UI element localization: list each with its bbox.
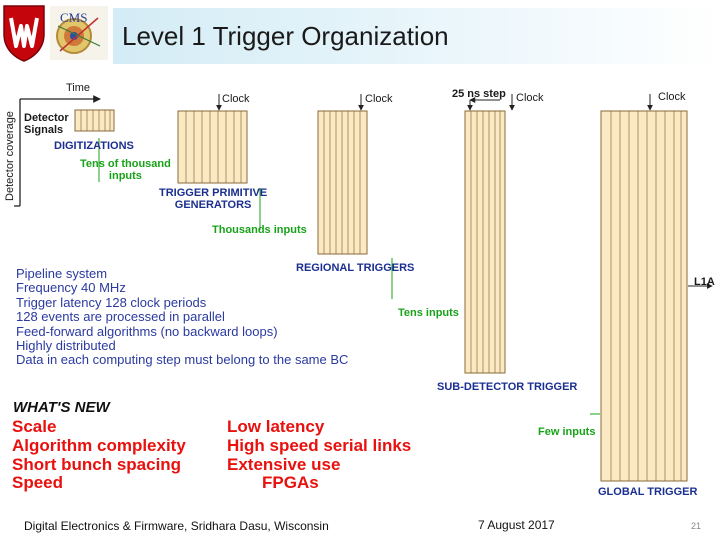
clock-label-3: Clock bbox=[516, 92, 544, 104]
pipeline-item: Highly distributed bbox=[16, 338, 116, 354]
regional-triggers-box bbox=[318, 111, 367, 254]
pipeline-list bbox=[16, 267, 348, 368]
tens-inputs-label: Tens inputs bbox=[398, 307, 459, 319]
whats-new-right-item: High speed serial links bbox=[227, 436, 412, 455]
whats-new-right-item: Extensive use bbox=[227, 455, 341, 474]
global-trigger-label: GLOBAL TRIGGER bbox=[598, 486, 698, 498]
clock-label-2: Clock bbox=[365, 93, 393, 105]
regional-triggers-label: REGIONAL TRIGGERS bbox=[296, 262, 415, 274]
pipeline-item: Feed-forward algorithms (no backward loops) bbox=[16, 323, 278, 339]
whats-new-left-item: Short bunch spacing bbox=[12, 455, 182, 474]
pipeline-item: Frequency 40 MHz bbox=[16, 280, 126, 296]
cms-logo bbox=[50, 6, 108, 60]
clock-label-4: Clock bbox=[658, 91, 686, 103]
whats-new-right-item: Low latency bbox=[227, 417, 325, 436]
whats-new-left-item: Algorithm complexity bbox=[12, 436, 186, 455]
tens-of-thousand-line-2: inputs bbox=[108, 170, 142, 182]
few-inputs-label: Few inputs bbox=[538, 426, 596, 438]
detector-signals-label bbox=[24, 112, 69, 136]
page-title: Level 1 Trigger Organization bbox=[122, 21, 449, 51]
detector-signals-line-1: Detector bbox=[24, 112, 69, 124]
whats-new-left-item: Speed bbox=[12, 473, 64, 492]
time-label: Time bbox=[66, 82, 91, 94]
footer-page-number: 21 bbox=[691, 521, 702, 531]
whats-new-right-item: FPGAs bbox=[262, 473, 319, 492]
trigger-primitive-box bbox=[178, 111, 247, 183]
university-shield-logo bbox=[2, 4, 46, 62]
pipeline-item: Pipeline system bbox=[16, 266, 108, 281]
thousands-inputs-label: Thousands inputs bbox=[212, 224, 307, 236]
digitizations-box bbox=[75, 110, 114, 131]
sub-detector-trigger-label: SUB-DETECTOR TRIGGER bbox=[437, 381, 578, 393]
whats-new-left-item: Scale bbox=[12, 417, 57, 436]
global-trigger-box bbox=[601, 111, 687, 481]
pipeline-item: Data in each computing step must belong to the same BC bbox=[16, 352, 349, 368]
whats-new-heading: WHAT'S NEW bbox=[13, 399, 110, 416]
tens-of-thousand-line-1: Tens of thousand bbox=[80, 158, 171, 170]
svg-text:CMS: CMS bbox=[60, 10, 88, 25]
tpg-line-2: GENERATORS bbox=[174, 199, 252, 211]
pipeline-item: 128 events are processed in parallel bbox=[16, 309, 225, 325]
sub-detector-box bbox=[465, 111, 505, 373]
l1a-label: L1A bbox=[694, 276, 715, 288]
pipeline-item: Trigger latency 128 clock periods bbox=[16, 294, 207, 310]
digitizations-label: DIGITIZATIONS bbox=[54, 140, 134, 152]
clock-label-1: Clock bbox=[222, 93, 250, 105]
footer-date: 7 August 2017 bbox=[478, 518, 555, 532]
detector-coverage-label: Detector coverage bbox=[4, 111, 16, 201]
detector-signals-line-2: Signals bbox=[24, 124, 64, 136]
step-label: 25 ns step bbox=[452, 88, 506, 100]
tpg-line-1: TRIGGER PRIMITIVE bbox=[159, 187, 268, 199]
footer-author: Digital Electronics & Firmware, Sridhara Dasu, Wisconsin bbox=[24, 519, 329, 533]
trigger-primitive-generators-label bbox=[159, 187, 267, 211]
tens-of-thousand-inputs-label bbox=[80, 158, 171, 182]
